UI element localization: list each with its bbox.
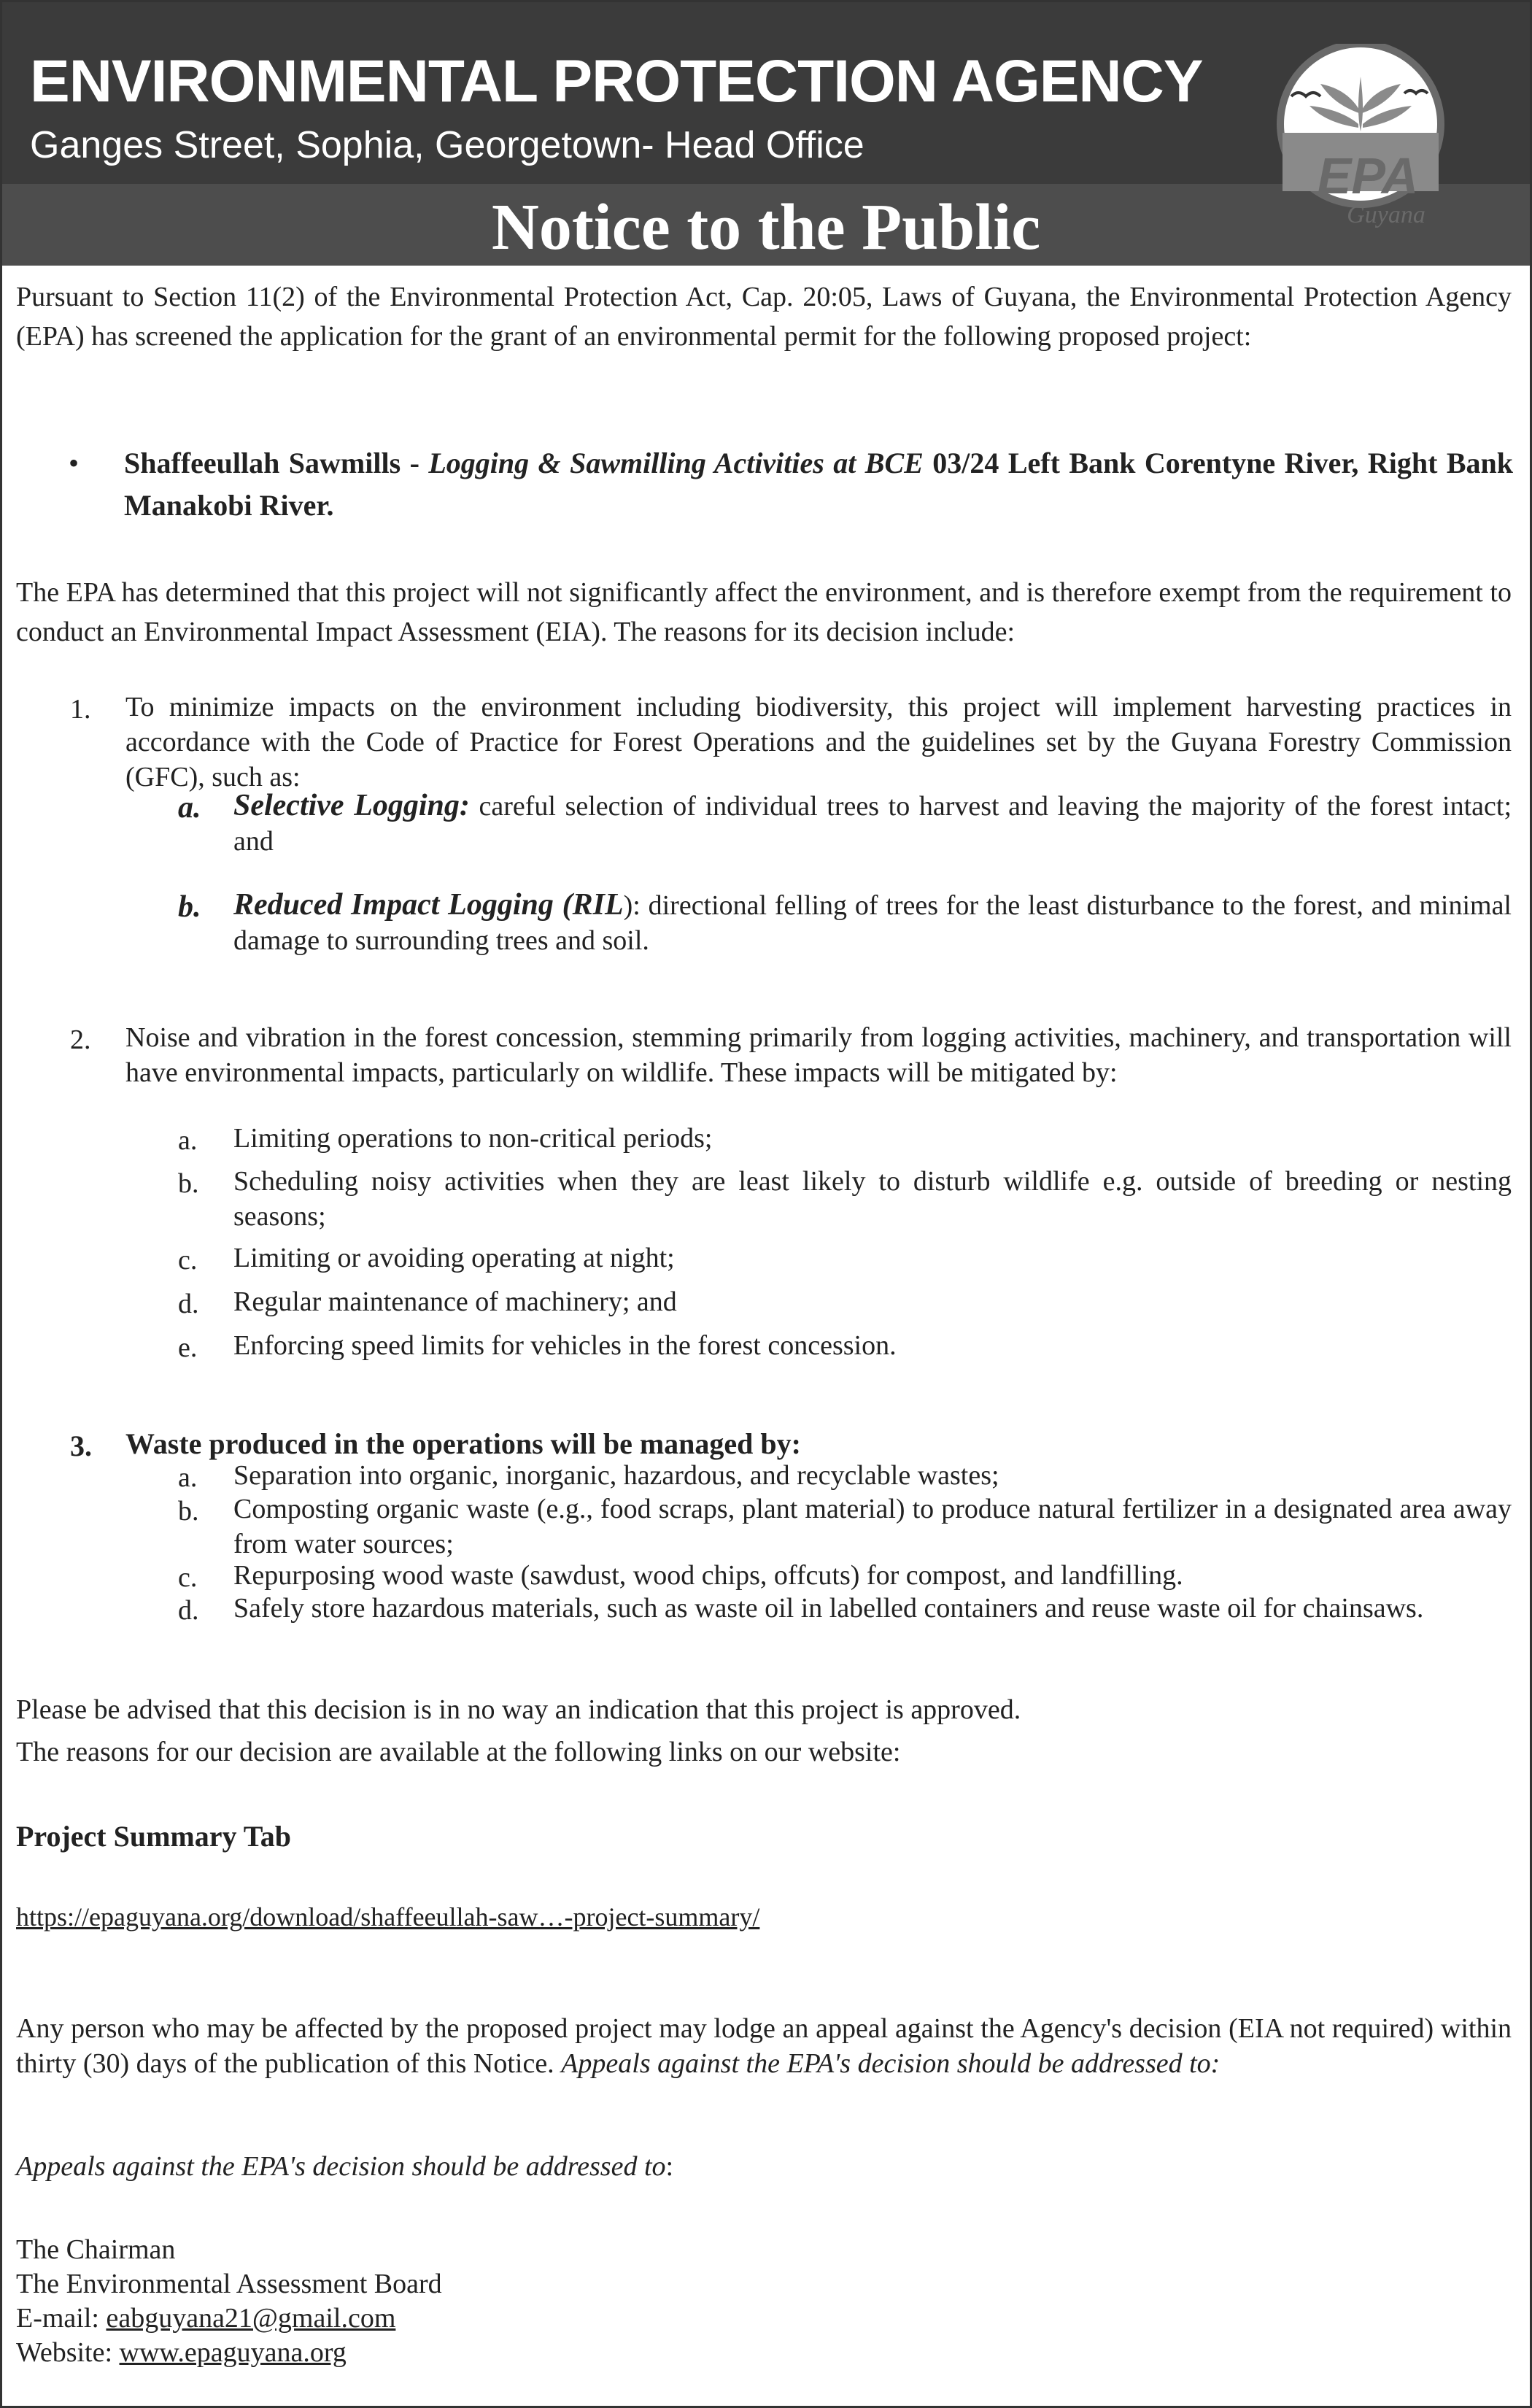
contact-title: The Chairman (16, 2234, 176, 2265)
contact-board: The Environmental Assessment Board (16, 2269, 442, 2299)
sub-text: ): directional felling of trees for the least disturbance to the forest, and minimal damage to surrounding trees and soil. (233, 890, 1512, 956)
logo-subtext: Guyana (1347, 201, 1425, 228)
sub-text: careful selection of individual trees to harvest and leaving the majority of the forest intact; and (233, 791, 1512, 857)
sub-term: Selective Logging: (233, 789, 470, 822)
sub-item: Separation into organic, inorganic, hazardous, and recyclable wastes; (233, 1460, 999, 1491)
sub-item (233, 887, 1512, 958)
project-line (124, 442, 1513, 527)
reason-number: 3. (70, 1429, 92, 1462)
website-link[interactable]: www.epaguyana.org (119, 2337, 347, 2368)
epa-logo (1269, 44, 1466, 234)
sub-label: b. (178, 1168, 199, 1199)
sub-item: Repurposing wood waste (sawdust, wood chips, offcuts) for compost, and landfilling. (233, 1560, 1183, 1591)
sub-item (233, 788, 1512, 859)
sub-item: Limiting operations to non-critical periods; (233, 1123, 713, 1154)
sub-item: Scheduling noisy activities when they are least likely to disturb wildlife e.g. outside of breeding or nesting seasons; (233, 1166, 1512, 1232)
appeal-italic: Appeals against the EPA's decision should be addressed to: (561, 2048, 1220, 2079)
advice-line: The reasons for our decision are available at the following links on our website: (16, 1737, 901, 1767)
sub-item: Composting organic waste (e.g., food scraps, plant material) to produce natural fertilizer in a designated area away from water sources; (233, 1494, 1512, 1559)
sub-label: b. (178, 890, 201, 924)
sub-item: Safely store hazardous materials, such as waste oil in labelled containers and reuse waste oil for chainsaws. (233, 1593, 1424, 1624)
sub-label: c. (178, 1562, 198, 1593)
contact-website-row (16, 2336, 442, 2370)
website-label: Website: (16, 2337, 120, 2368)
sub-label: d. (178, 1289, 199, 1319)
logo-text: EPA (1317, 147, 1419, 204)
sub-label: c. (178, 1245, 198, 1276)
advice-line: Please be advised that this decision is in no way an indication that this project is approved. (16, 1694, 1021, 1725)
sub-term: Reduced Impact Logging (RIL (233, 888, 624, 922)
reason-text: To minimize impacts on the environment including biodiversity, this project will implement harvesting practices in accordance with the Code of Practice for Forest Operations and the guidelines set by the Guyana Forestry Commission (GFC), such as: (125, 692, 1512, 792)
reason-number: 2. (70, 1024, 91, 1055)
bullet-icon: • (69, 447, 80, 479)
email-label: E-mail: (16, 2303, 107, 2334)
page-title: Notice to the Public (491, 191, 1041, 263)
sub-item: Limiting or avoiding operating at night; (233, 1243, 675, 1273)
reason-number: 1. (70, 694, 91, 725)
sub-label: d. (178, 1595, 199, 1626)
summary-heading: Project Summary Tab (16, 1820, 292, 1853)
email-link[interactable]: eabguyana21@gmail.com (106, 2303, 396, 2334)
appeal-paragraph (16, 2011, 1512, 2081)
contact-email-row (16, 2301, 442, 2336)
sub-label: b. (178, 1496, 199, 1527)
agency-address: Ganges Street, Sophia, Georgetown- Head Office (30, 124, 864, 166)
appeal-repeat-colon: : (665, 2151, 674, 2182)
sub-label: a. (178, 791, 201, 825)
contact-block (16, 2233, 442, 2370)
agency-name: ENVIRONMENTAL PROTECTION AGENCY (30, 48, 1203, 115)
sub-item: Regular maintenance of machinery; and (233, 1286, 677, 1317)
appeal-text: Any person who may be affected by the proposed project may lodge an appeal against the Agency's decision (EIA not required) within thirty (30) days of the publication of this Notice. (16, 2013, 1512, 2079)
project-location: 03/24 Left Bank Corentyne River, Right Bank Manakobi River. (124, 447, 1514, 522)
appeal-repeat (16, 2147, 673, 2186)
determination-paragraph: The EPA has determined that this project will not significantly affect the environment, and is therefore exempt from the requirement to conduct an Environmental Impact Assessment (EIA). The reasons for its decision include: (16, 577, 1512, 647)
reason-text: Waste produced in the operations will be managed by: (125, 1427, 801, 1460)
reason-text: Noise and vibration in the forest concession, stemming primarily from logging activities, machinery, and transportation will have environmental impacts, particularly on wildlife. These impacts will be mitigated by: (125, 1022, 1512, 1088)
intro-paragraph: Pursuant to Section 11(2) of the Environmental Protection Act, Cap. 20:05, Laws of Guyana, the Environmental Protection Agency (EPA) has screened the application for the grant of an environmental permit for the following proposed project: (16, 282, 1512, 352)
project-name: Shaffeeullah Sawmills - (124, 447, 429, 479)
sub-label: a. (178, 1462, 198, 1493)
appeal-repeat-text: Appeals against the EPA's decision should be addressed to (16, 2151, 666, 2182)
sub-item: Enforcing speed limits for vehicles in the forest concession. (233, 1330, 897, 1361)
project-activity: Logging & Sawmilling Activities at BCE (428, 447, 924, 479)
sub-label: a. (178, 1125, 198, 1156)
project-summary-link[interactable]: https://epaguyana.org/download/shaffeeullah-saw…-project-summary/ (16, 1902, 760, 1932)
sub-label: e. (178, 1332, 198, 1363)
